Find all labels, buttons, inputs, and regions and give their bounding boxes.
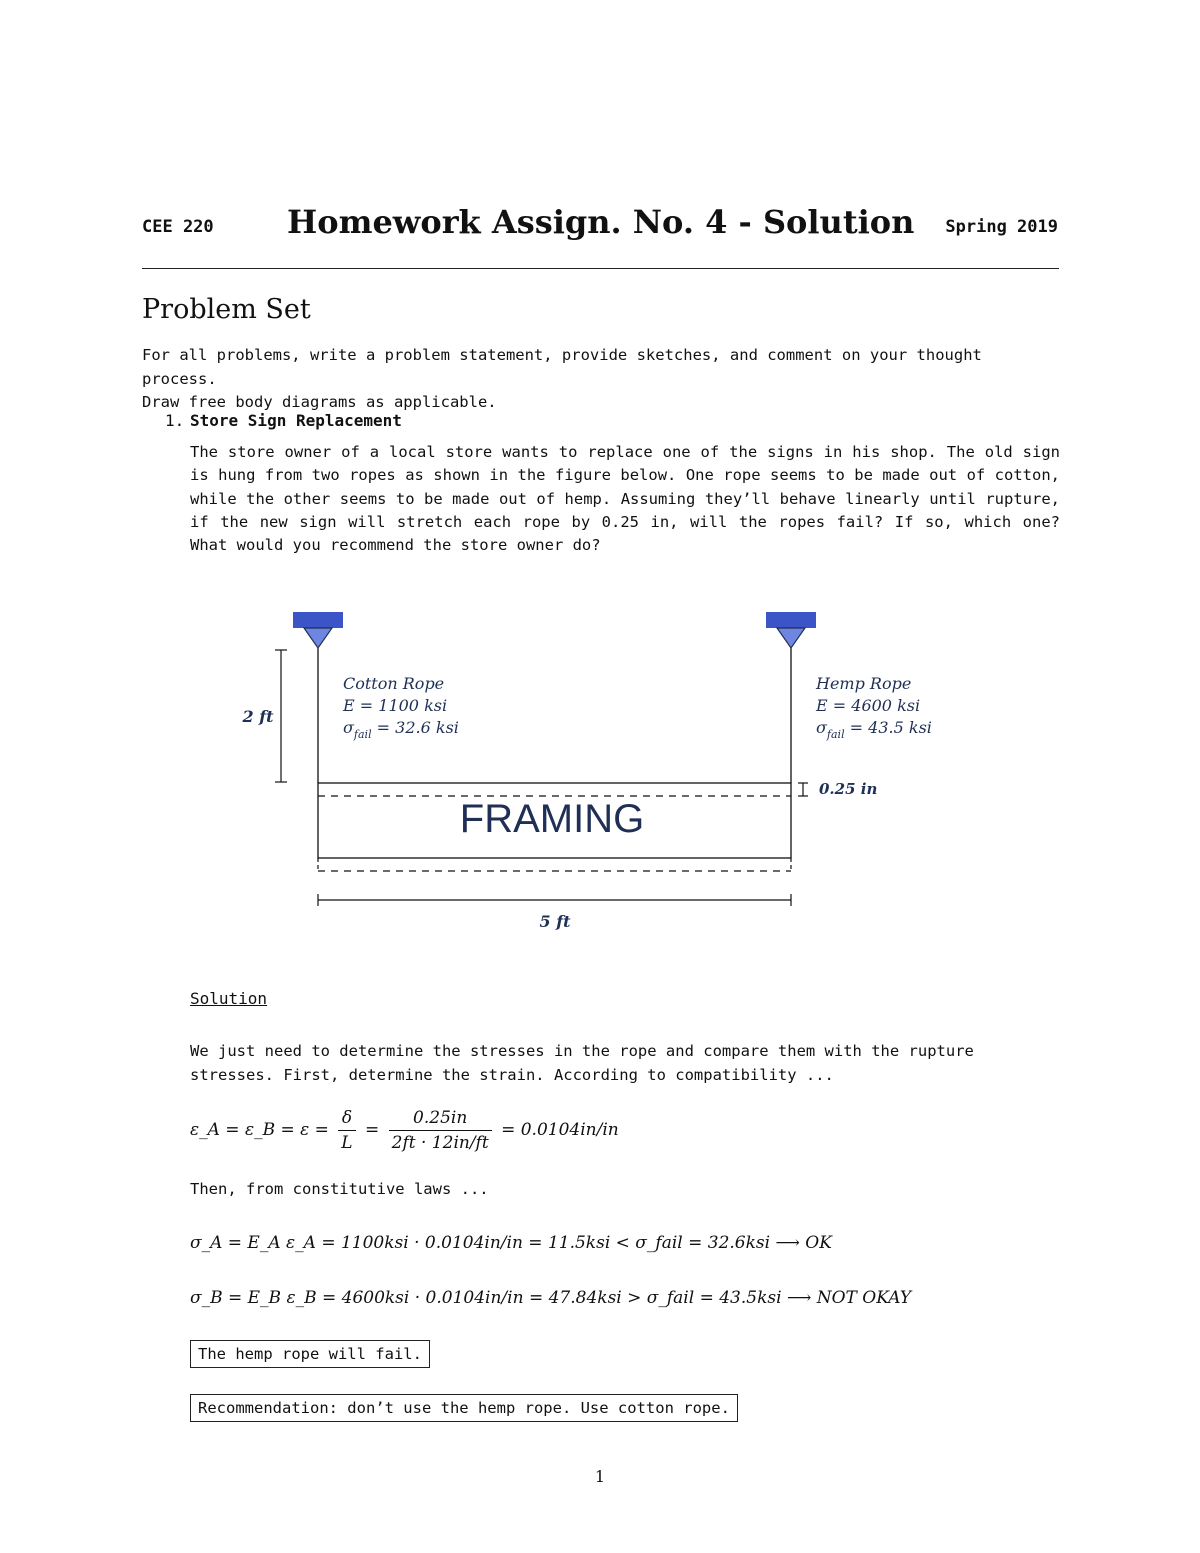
conclusion-box: The hemp rope will fail. <box>190 1340 430 1368</box>
right-rope-modulus: E = 4600 ksi <box>816 696 921 715</box>
problem-heading: Store Sign Replacement <box>190 411 402 430</box>
header-rule <box>142 268 1059 269</box>
left-support-icon <box>293 612 343 648</box>
problem-statement: The store owner of a local store wants to replace one of the signs in his shop. The old sign is hung from two ropes as shown in the figure below. One rope seems to be made out of cotton, while the other seems to be made out of hemp. Assuming they’ll behave linearly until rupture, if the new sign will stretch each rope by 0.25 in, will the ropes fail? If so, which one? What would you recommend the store owner do? <box>190 443 1060 555</box>
sign-text: FRAMING <box>459 797 645 841</box>
intro-line-2: Draw free body diagrams as applicable. <box>142 393 497 411</box>
strain-equation: ε_A = ε_B = ε = $\frac{\delta}{L}$ = $\frac{0.25in}{2ft \cdot 12in/ft}$ = 0.0104in/in <box>190 1108 619 1153</box>
rope-sign-figure <box>0 600 1200 950</box>
stress-equation-a: σ_A = E_A ε_A = 1100ksi · 0.0104in/in = 11.5ksi < σ_fail = 32.6ksi ⟶ OK <box>190 1233 832 1253</box>
constitutive-intro: Then, from constitutive laws ... <box>190 1180 489 1198</box>
term-label: Spring 2019 <box>945 217 1058 237</box>
problem-number: 1. <box>165 411 185 430</box>
right-rope-fail-stress: $\sigma_{fail} = 43.5$ ksi <box>816 718 932 741</box>
strain-rhs: = 0.0104in/in <box>501 1120 619 1140</box>
width-dimension <box>318 894 791 906</box>
strain-value-fraction: $\frac{0.25in}{2ft \cdot 12in/ft}$ <box>389 1108 492 1153</box>
left-rope-name: Cotton Rope <box>343 674 445 693</box>
height-dimension <box>275 650 287 782</box>
section-title: Problem Set <box>142 294 311 325</box>
intro-line-1: For all problems, write a problem statement, provide sketches, and comment on your thought process. <box>142 346 982 388</box>
strain-lhs: ε_A = ε_B = ε = <box>190 1120 329 1140</box>
stress-equation-b: σ_B = E_B ε_B = 4600ksi · 0.0104in/in = 47.84ksi > σ_fail = 43.5ksi ⟶ NOT OKAY <box>190 1288 912 1308</box>
stretch-dimension <box>798 783 808 796</box>
left-rope-modulus: E = 1100 ksi <box>343 696 448 715</box>
height-label: 2 ft <box>242 707 274 726</box>
right-support-icon <box>766 612 816 648</box>
left-rope-fail-stress: $\sigma_{fail} = 32.6$ ksi <box>343 718 459 741</box>
solution-intro: We just need to determine the stresses in the rope and compare them with the rupture stresses. First, determine the strain. According to compatibility ... <box>190 1042 974 1084</box>
stretch-label: 0.25 in <box>819 780 878 798</box>
delta-over-l-fraction: $\frac{\delta}{L}$ <box>338 1108 355 1153</box>
course-code: CEE 220 <box>142 217 214 237</box>
recommendation-box: Recommendation: don’t use the hemp rope. Use cotton rope. <box>190 1394 738 1422</box>
solution-heading: Solution <box>190 989 268 1008</box>
right-rope-name: Hemp Rope <box>816 674 912 693</box>
page-number: 1 <box>594 1467 606 1486</box>
width-label: 5 ft <box>539 912 571 931</box>
intro-paragraph <box>142 344 1059 415</box>
page-title: Homework Assign. No. 4 - Solution <box>287 203 915 241</box>
